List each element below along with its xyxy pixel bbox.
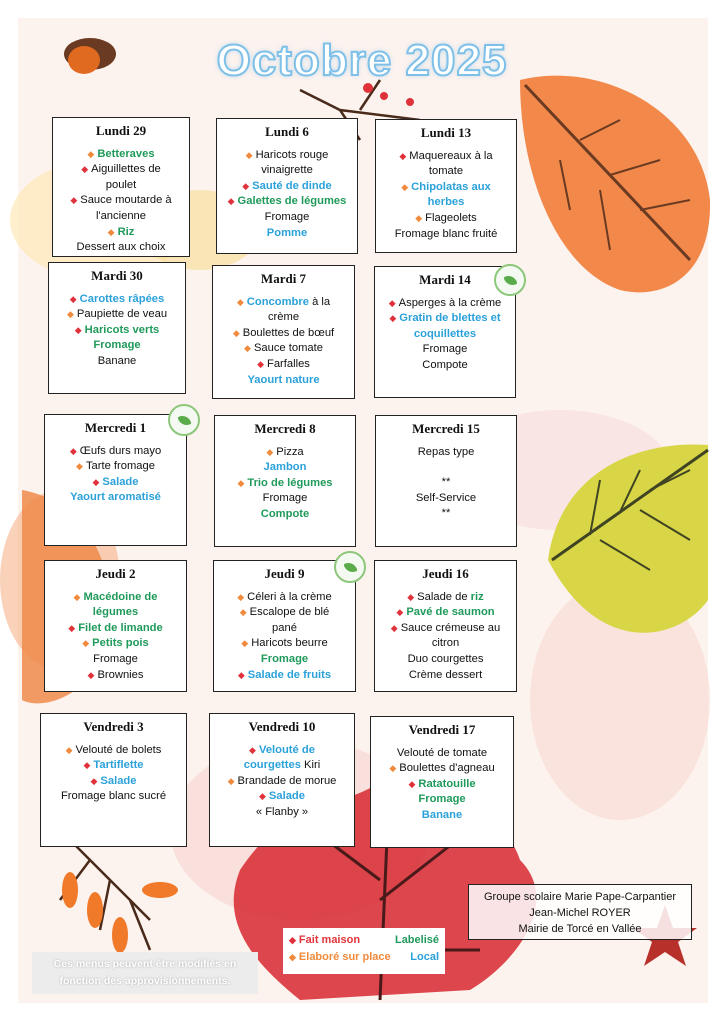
disclaimer-note xyxy=(32,952,258,994)
menu-item: Compote xyxy=(422,358,468,371)
day-jeudi-16 xyxy=(374,560,517,692)
diamond-icon: ◆ xyxy=(236,296,244,307)
menu-item: Haricots rouge xyxy=(255,148,329,161)
menu-item: Concombre xyxy=(246,295,309,308)
menu-item: Velouté de xyxy=(258,743,315,756)
menu-item: l'ancienne xyxy=(95,209,147,222)
menu-item: Salade xyxy=(100,774,137,787)
menu-item: Fromage blanc fruité xyxy=(394,227,498,240)
diamond-icon: ◆ xyxy=(65,744,73,755)
diamond-icon: ◆ xyxy=(87,148,95,159)
menu-item: Self-Service xyxy=(415,491,477,504)
diamond-icon: ◆ xyxy=(70,195,78,206)
menu-item: Banane xyxy=(421,808,463,821)
menu-item: Brownies xyxy=(97,668,144,681)
menu-item: Carottes râpées xyxy=(79,292,165,305)
menu-item: citron xyxy=(431,637,460,650)
day-mercredi-15 xyxy=(375,415,517,547)
diamond-icon: ◆ xyxy=(237,477,245,488)
school-mairie: Mairie de Torcé en Vallée xyxy=(518,923,642,935)
page-title: Octobre 2025 xyxy=(216,36,508,85)
diamond-icon: ◆ xyxy=(69,293,77,304)
menu-item: riz xyxy=(470,590,484,603)
menu-item: Trio de légumes xyxy=(247,476,333,489)
day-vendredi-17 xyxy=(370,716,514,848)
menu-item: courgettes xyxy=(243,759,301,772)
diamond-icon: ◆ xyxy=(66,309,74,320)
legend-fait-maison: Fait maison xyxy=(298,934,361,946)
diamond-icon: ◆ xyxy=(68,622,76,633)
menu-item: Farfalles xyxy=(267,357,310,370)
day-title: Mardi 14 xyxy=(419,272,471,287)
diamond-icon: ◆ xyxy=(92,476,100,487)
menu-item: Duo courgettes xyxy=(407,652,484,665)
diamond-icon: ◆ xyxy=(81,164,89,175)
menu-item: Gratin de blettes et xyxy=(399,312,501,325)
menu-item: Dessert aux choix xyxy=(76,241,166,254)
diamond-icon: ◆ xyxy=(83,760,91,771)
menu-item: Tartiflette xyxy=(93,759,144,772)
menu-item: Yaourt nature xyxy=(247,373,320,386)
diamond-icon: ◆ xyxy=(76,461,83,472)
diamond-icon: ◆ xyxy=(390,622,398,633)
diamond-icon: ◆ xyxy=(82,638,90,649)
menu-item: « Flanby » xyxy=(255,805,309,818)
day-title: Lundi 13 xyxy=(420,125,472,140)
diamond-icon: ◆ xyxy=(415,212,423,223)
day-mardi-7 xyxy=(212,265,355,399)
day-title: Lundi 6 xyxy=(265,124,309,139)
menu-item: Fromage xyxy=(418,793,466,806)
day-jeudi-2 xyxy=(44,560,187,692)
menu-item: Brandade de morue xyxy=(237,774,337,787)
legend-elabore: Elaboré sur place xyxy=(298,951,391,963)
day-mardi-30 xyxy=(48,262,186,394)
menu-item: Asperges à la crème xyxy=(398,296,502,309)
day-title: Jeudi 2 xyxy=(95,566,136,581)
diamond-icon: ◆ xyxy=(244,343,251,354)
menu-item: Ratatouille xyxy=(418,777,476,790)
menu-item: Aiguillettes de xyxy=(91,163,161,176)
menu-item: Salade de xyxy=(417,590,471,603)
day-title: Vendredi 3 xyxy=(83,719,144,734)
diamond-icon: ◆ xyxy=(399,150,407,161)
menu-item: à la xyxy=(308,295,331,308)
menu-item: Repas type xyxy=(417,445,475,458)
school-name: Groupe scolaire Marie Pape-Carpantier xyxy=(484,891,676,903)
menu-item: Sauce tomate xyxy=(253,342,323,355)
menu-item: Betteraves xyxy=(97,147,155,160)
day-title: Mardi 30 xyxy=(91,268,143,283)
menu-item: Salade xyxy=(268,790,305,803)
menu-item: Œufs durs mayo xyxy=(79,444,162,457)
diamond-icon: ◆ xyxy=(241,638,249,649)
diamond-icon: ◆ xyxy=(107,226,115,237)
label-badge-icon xyxy=(334,551,366,583)
diamond-icon: ◆ xyxy=(266,446,274,457)
menu-item: Escalope de blé xyxy=(249,606,330,619)
diamond-icon: ◆ xyxy=(237,669,245,680)
menu-item: Boulettes de bœuf xyxy=(242,326,335,339)
note-line: fonction des approvisionnements. xyxy=(59,975,231,987)
day-lundi-6 xyxy=(216,118,358,254)
diamond-icon: ◆ xyxy=(257,358,264,369)
diamond-icon: ◆ xyxy=(237,591,245,602)
menu-item: vinaigrette xyxy=(261,164,313,177)
menu-item: Flageolets xyxy=(425,211,477,224)
legend xyxy=(283,928,445,974)
diamond-icon: ◆ xyxy=(249,744,256,755)
menu-item: Velouté de bolets xyxy=(75,743,162,756)
day-title: Mardi 7 xyxy=(260,271,307,286)
menu-item: Salade de fruits xyxy=(247,668,332,681)
menu-item: Pizza xyxy=(276,445,304,458)
day-mercredi-8 xyxy=(214,415,356,547)
menu-item: Céleri à la crème xyxy=(247,590,332,603)
diamond-icon: ◆ xyxy=(227,196,235,207)
day-jeudi-9 xyxy=(213,560,356,692)
menu-item: Pavé de saumon xyxy=(406,606,495,619)
day-title: Lundi 29 xyxy=(95,123,147,138)
diamond-icon: ◆ xyxy=(227,775,235,786)
menu-item: Fromage xyxy=(422,343,468,356)
menu-item: Haricots beurre xyxy=(251,637,328,650)
menu-item: Banane xyxy=(97,354,137,367)
menu-item: ** xyxy=(441,476,451,489)
menu-item: Riz xyxy=(117,225,135,238)
menu-item: Galettes de légumes xyxy=(237,195,347,208)
day-title: Jeudi 16 xyxy=(422,566,469,581)
menu-item: Fromage xyxy=(93,652,138,665)
diamond-icon: ◆ xyxy=(259,791,266,802)
diamond-icon: ◆ xyxy=(408,778,416,789)
diamond-icon: ◆ xyxy=(388,297,396,308)
diamond-icon: ◆ xyxy=(401,181,409,192)
diamond-icon: ◆ xyxy=(289,952,296,962)
school-info xyxy=(468,884,692,940)
diamond-icon: ◆ xyxy=(396,607,404,618)
diamond-icon: ◆ xyxy=(239,607,247,618)
menu-item: Paupiette de veau xyxy=(76,308,168,321)
menu-item: légumes xyxy=(92,606,139,619)
menu-item: Pomme xyxy=(266,226,308,239)
note-line: Ces menus peuvent être modifiés en xyxy=(53,958,237,970)
menu-item: Boulettes d'agneau xyxy=(399,762,495,775)
menu-item: Tarte fromage xyxy=(85,460,155,473)
diamond-icon: ◆ xyxy=(245,149,253,160)
menu-item: pané xyxy=(272,621,297,634)
diamond-icon: ◆ xyxy=(74,324,82,335)
day-title: Mercredi 8 xyxy=(254,421,316,436)
menu-item: Macédoine de xyxy=(83,590,158,603)
menu-item: Fromage blanc sucré xyxy=(60,790,167,803)
menu-item: poulet xyxy=(105,178,137,191)
menu-item: Kiri xyxy=(300,759,321,772)
menu-item: Fromage xyxy=(93,339,141,352)
menu-item: Fromage xyxy=(262,492,308,505)
day-title: Jeudi 9 xyxy=(264,566,305,581)
diamond-icon: ◆ xyxy=(407,591,415,602)
legend-labelise: Labelisé xyxy=(394,934,439,946)
menu-item: coquillettes xyxy=(413,327,477,340)
menu-item: Crème dessert xyxy=(408,668,483,681)
menu-item: Sauce crémeuse au xyxy=(400,621,501,634)
menu-item: Filet de limande xyxy=(78,621,163,634)
menu-item: Jambon xyxy=(263,461,307,474)
menu-item: Maquereaux à la xyxy=(409,149,493,162)
diamond-icon: ◆ xyxy=(69,445,77,456)
day-vendredi-3 xyxy=(40,713,187,847)
menu-item: Compote xyxy=(260,507,310,520)
day-title: Mercredi 15 xyxy=(412,421,480,436)
diamond-icon: ◆ xyxy=(73,591,81,602)
menu-item: Salade xyxy=(102,475,139,488)
menu-item: Sauté de dinde xyxy=(252,179,332,192)
day-title: Mercredi 1 xyxy=(84,420,147,435)
menu-item: Velouté de tomate xyxy=(396,746,488,759)
diamond-icon: ◆ xyxy=(389,763,397,774)
menu-item: Haricots verts xyxy=(84,323,160,336)
diamond-icon: ◆ xyxy=(242,180,250,191)
diamond-icon: ◆ xyxy=(232,327,240,338)
menu-item: Chipolatas aux xyxy=(411,180,491,193)
diamond-icon: ◆ xyxy=(289,935,296,945)
label-badge-icon xyxy=(494,264,526,296)
day-lundi-29 xyxy=(52,117,190,257)
menu-item: ** xyxy=(441,507,451,520)
label-badge-icon xyxy=(168,404,200,436)
day-vendredi-10 xyxy=(209,713,355,847)
day-title: Vendredi 17 xyxy=(408,722,476,737)
menu-item: Fromage xyxy=(264,210,310,223)
menu-item: herbes xyxy=(427,196,465,209)
menu-item: Fromage xyxy=(260,652,309,665)
menu-item: Sauce moutarde à xyxy=(80,194,172,207)
diamond-icon: ◆ xyxy=(87,669,95,680)
menu-item: Petits pois xyxy=(92,637,149,650)
menu-item: crème xyxy=(267,311,300,324)
diamond-icon: ◆ xyxy=(389,313,397,324)
diamond-icon: ◆ xyxy=(90,775,98,786)
day-lundi-13 xyxy=(375,119,517,253)
day-mercredi-1 xyxy=(44,414,187,546)
menu-item: Yaourt aromatisé xyxy=(70,491,161,504)
menu-item: tomate xyxy=(428,165,464,178)
school-director: Jean-Michel ROYER xyxy=(529,907,631,919)
legend-local: Local xyxy=(410,951,439,963)
day-title: Vendredi 10 xyxy=(248,719,316,734)
